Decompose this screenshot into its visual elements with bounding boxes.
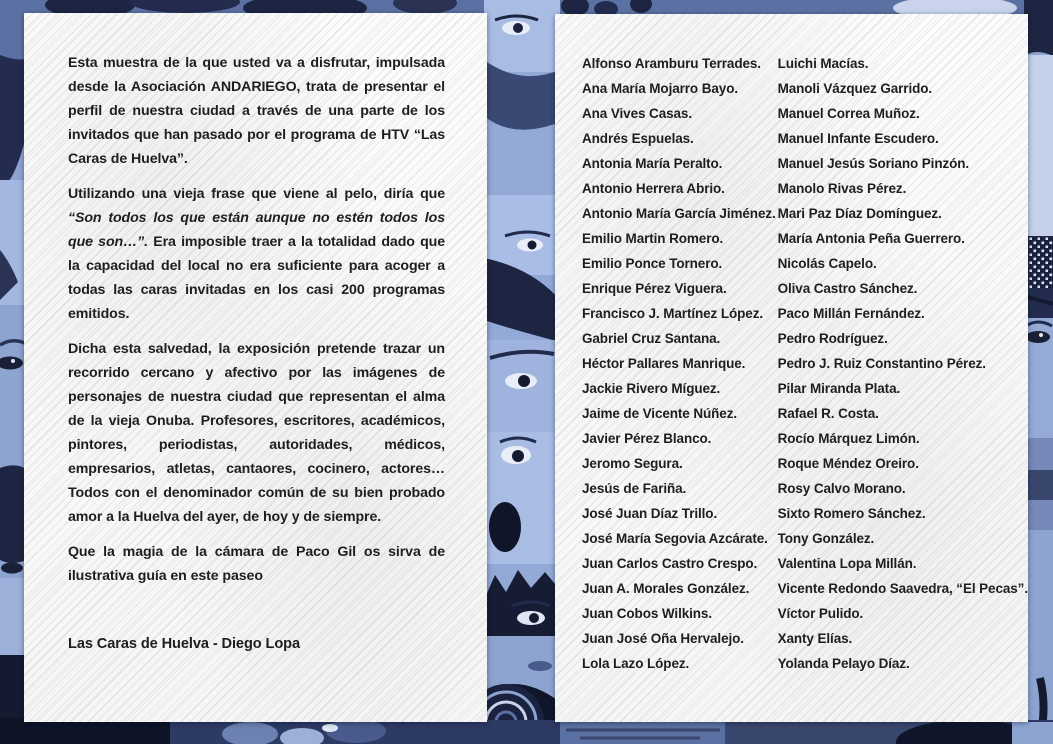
paragraph-2-rest: Era imposible traer a la totalidad dado que la capacidad del local no era suficiente para acoger a todas las caras invitadas en los casi 200 programas emitidos. — [68, 234, 445, 322]
name-entry: Paco Millán Fernández. — [777, 306, 925, 321]
name-entry: Rafael R. Costa. — [777, 406, 879, 421]
name-entry: Gabriel Cruz Santana. — [582, 331, 721, 346]
intro-paragraph-4: Que la magia de la cámara de Paco Gil os sirva de ilustrativa guía en este paseo — [68, 544, 445, 584]
name-entry: Luichi Macías. — [777, 56, 869, 71]
name-entry: Víctor Pulido. — [777, 606, 864, 621]
name-entry: Vicente Redondo Saavedra, “El Pecas”. — [777, 581, 1028, 596]
name-entry: Antonio María García Jiménez. — [582, 206, 776, 221]
name-entry: Rosy Calvo Morano. — [777, 481, 906, 496]
intro-paragraph-1: Esta muestra de la que usted va a disfrutar, impulsada desde la Asociación ANDARIEGO, trata de presentar el perfil de nuestra ciudad a través de una parte de los invitados que han pasado por el programa de HTV “Las Caras de Huelva”. — [68, 55, 445, 167]
name-entry: Alfonso Aramburu Terrades. — [582, 56, 761, 71]
intro-text-panel — [24, 13, 487, 722]
names-list-panel — [555, 14, 1028, 722]
name-entry: Juan A. Morales González. — [582, 581, 750, 596]
name-entry: Enrique Pérez Viguera. — [582, 281, 727, 296]
intro-paragraph-2 — [68, 182, 445, 326]
name-entry: Valentina Lopa Millán. — [777, 556, 917, 571]
name-entry: Rocío Márquez Limón. — [777, 431, 920, 446]
name-entry: Manuel Jesús Soriano Pinzón. — [777, 156, 970, 171]
name-entry: Manolo Rivas Pérez. — [777, 181, 907, 196]
name-entry: Javier Pérez Blanco. — [582, 431, 712, 446]
name-entry: Jesús de Fariña. — [582, 481, 687, 496]
name-entry: Manoli Vázquez Garrido. — [777, 81, 933, 96]
name-entry: Tony González. — [777, 531, 875, 546]
name-entry: Emilio Ponce Tornero. — [582, 256, 723, 271]
name-entry: Francisco J. Martínez López. — [582, 306, 763, 321]
paragraph-2-quote: “Son todos los que están aunque no estén todos los que son…”. — [68, 210, 445, 250]
name-entry: Jackie Rivero Míguez. — [582, 381, 721, 396]
name-entry: José María Segovia Azcárate. — [582, 531, 768, 546]
name-entry: Sixto Romero Sánchez. — [777, 506, 926, 521]
names-column-1 — [582, 51, 778, 676]
name-entry: Juan Cobos Wilkins. — [582, 606, 712, 621]
name-entry: Jeromo Segura. — [582, 456, 683, 471]
name-entry: Emilio Martin Romero. — [582, 231, 724, 246]
paragraph-2-intro: Utilizando una vieja frase que viene al pelo, diría que — [68, 186, 445, 202]
name-entry: Yolanda Pelayo Díaz. — [777, 656, 910, 671]
name-entry: María Antonia Peña Guerrero. — [777, 231, 965, 246]
name-entry: Pilar Miranda Plata. — [777, 381, 901, 396]
name-entry: Antonia María Peralto. — [582, 156, 723, 171]
name-entry: Juan Carlos Castro Crespo. — [582, 556, 758, 571]
name-entry: Juan José Oña Hervalejo. — [582, 631, 744, 646]
credit-line: Las Caras de Huelva - Diego Lopa — [68, 636, 300, 652]
name-entry: José Juan Díaz Trillo. — [582, 506, 718, 521]
name-entry: Oliva Castro Sánchez. — [777, 281, 918, 296]
name-entry: Antonio Herrera Abrio. — [582, 181, 725, 196]
name-entry: Nicolás Capelo. — [777, 256, 877, 271]
name-entry: Xanty Elías. — [777, 631, 853, 646]
names-columns — [555, 14, 1028, 676]
name-entry: Manuel Correa Muñoz. — [777, 106, 920, 121]
name-entry: Héctor Pallares Manrique. — [582, 356, 746, 371]
name-entry: Roque Méndez Oreiro. — [777, 456, 919, 471]
name-entry: Pedro Rodríguez. — [777, 331, 888, 346]
name-entry: Ana María Mojarro Bayo. — [582, 81, 738, 96]
intro-paragraph-3: Dicha esta salvedad, la exposición pretende trazar un recorrido cercano y afectivo por las imágenes de personajes de nuestra ciudad que representan el alma de la vieja Onuba. Profesores, escritores, académicos, pintores, periodistas, autoridades, médicos, empresarios, atletas, cantaores, cocinero, actores… Todos con el denominador común de su bien probado amor a la Huelva del ayer, de hoy y de siempre. — [68, 341, 445, 525]
name-entry: Lola Lazo López. — [582, 656, 690, 671]
name-entry: Manuel Infante Escudero. — [777, 131, 939, 146]
name-entry: Ana Vives Casas. — [582, 106, 692, 121]
intro-text-column — [24, 13, 487, 652]
name-entry: Pedro J. Ruiz Constantino Pérez. — [777, 356, 986, 371]
names-column-2 — [778, 51, 1028, 676]
name-entry: Jaime de Vicente Núñez. — [582, 406, 738, 421]
name-entry: Andrés Espuelas. — [582, 131, 694, 146]
name-entry: Mari Paz Díaz Domínguez. — [777, 206, 942, 221]
